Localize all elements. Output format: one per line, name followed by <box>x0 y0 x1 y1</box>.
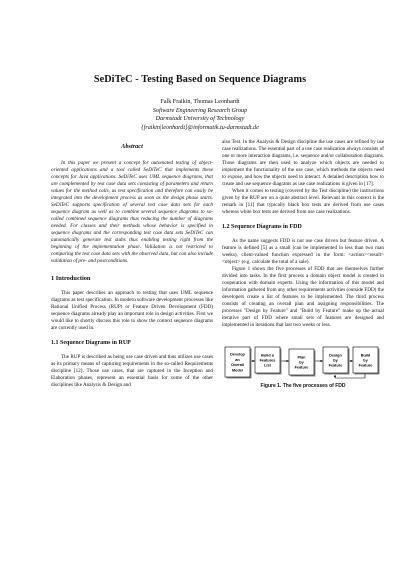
author-names: Falk Fraikin, Thomas Leonhardt <box>160 99 240 105</box>
rup-text: The RUP is described as being use case driven and thus utilizes use cases as its primary means of capturing requirements in the so-called Requirements discipline [12]. Those use cases, that are captured in the Inception and Elaboration phases, represent an essential basis for some of the other disciplines like Analysis & Design and <box>51 354 213 388</box>
abstract-text: In this paper we present a concept for automated testing of object-oriented applications and a tool called SeDiTeC that implements these concepts for Java applications. SeDiTeC uses UML sequence diagrams, that are complemented by test case data sets consisting of parameters and return values for the method calls, as test specification and therefore can easily be integrated into the development process as soon as the design phase starts. SeDiTeC supports specification of several test case data sets for each sequence diagram as well as to combine several sequence diagrams to so-called combined sequence diagrams thus reducing the number of diagrams needed. For classes and their methods whose behavior is specified in sequence diagrams and the corresponding test case data sets SeDiTeC can automatically generate test stubs thus enabling testing right from the beginning of the implementation phase. Validation is not restricted to comparing the test case data sets with the observed data, but can also include validation of pre- and postconditions. <box>51 160 213 264</box>
process-box-label: Build <box>360 353 371 358</box>
paper-title: SeDiTeC - Testing Based on Sequence Diagrams <box>93 74 307 85</box>
process-box-label: Feature <box>358 363 373 368</box>
left-column <box>51 139 213 389</box>
process-box-label: by <box>363 358 368 363</box>
process-box-label: Features <box>259 358 276 363</box>
section-fdd-heading: 1.2 Sequence Diagrams in FDD <box>222 224 302 230</box>
process-box-2 <box>255 347 282 375</box>
process-box-5 <box>353 347 380 375</box>
right-paragraph-1: also Test. In the Analysis & Design discipline the use cases are refined by use case realizations. The essential part of a use case realization always consists of one or more interaction diagrams, i.e. sequence and/or collaboration diagrams. Those diagrams are then used to analyze which objects are needed to implement the functionality of the use case, which methods the objects need to expose, and how the objects need to interact. A detailed description how to create and use sequence diagrams as use case realizations is given in [17]. <box>222 139 384 187</box>
fdd-paragraph-1: As the name suggests FDD is not use case driven but feature driven. A feature is defined [5] as a small (can be implemented in less than two man weeks), client-valued function expressed in the form: <action><result><object> (e.g. calculate the total of a sale). <box>222 238 384 265</box>
section-introduction-heading: 1 Introduction <box>51 275 91 282</box>
figure-1 <box>222 341 384 390</box>
process-box-label: Model <box>232 368 243 373</box>
process-box-label: Plan <box>297 355 306 360</box>
process-box-label: Develop <box>230 352 245 357</box>
section-rup-heading: 1.1 Sequence Diagrams in RUP <box>51 340 131 346</box>
abstract-heading: Abstract <box>121 143 143 150</box>
process-box-label: Design <box>329 353 342 358</box>
process-box-label: Overall <box>231 363 244 368</box>
figure-caption: Figure 1. The five processes of FDD <box>260 383 346 389</box>
author-block <box>0 98 400 132</box>
affiliation-university: Darmstadt University of Technology <box>155 116 245 123</box>
process-box-3 <box>289 349 316 377</box>
process-box-1 <box>225 347 252 379</box>
process-box-label: Build a <box>261 353 274 358</box>
process-box-4 <box>323 347 350 375</box>
process-box-label: an <box>235 357 240 362</box>
process-box-label: Feature <box>328 363 343 368</box>
fdd-paragraph-2: Figure 1 shows the five processes of FDD that are themselves further divided into tasks. In the first process a domain object model is created in cooperation with domain experts. Using the information of this model and information gathered from any other requirements activities (outside FDD) the developers create a list of features to be implemented. The third process consists of creating an overall plan and assigning responsibilities. The processes "Design by Feature" and "Build by Feature" make up the actual iterative part of FDD where small sets of features are designed and implemented in iterations that last two weeks or less. <box>222 266 384 328</box>
right-paragraph-2: When it comes to testing (covered by the Test discipline) the instructions given by the RUP are on a quite abstract level. Relevant in this context is the remark in [11] that typically black box tests are derived from use cases whereas white box tests are derived from use case realizations. <box>222 188 384 215</box>
iteration-loop-arrow <box>335 374 365 378</box>
author-email: {fraikin|leonhardt}@informatik.tu-darmstadt.de <box>141 124 259 131</box>
process-box-label: List <box>264 363 271 368</box>
process-box-label: by <box>333 358 338 363</box>
right-column <box>222 139 384 390</box>
process-box-label: Feature <box>294 365 309 370</box>
process-box-label: by <box>299 360 304 365</box>
affiliation-group: Software Engineering Research Group <box>152 107 248 114</box>
fdd-process-diagram <box>222 341 384 381</box>
introduction-text: This paper describes an approach to testing that uses UML sequence diagrams as test specification. In modern software development processes like Rational Unified Process (RUP) or Feature Driven Development (FDD) sequence diagrams already play an important role in design activities. First we would like to shortly discuss this role to show the context sequence diagrams are currently used in. <box>51 290 213 331</box>
